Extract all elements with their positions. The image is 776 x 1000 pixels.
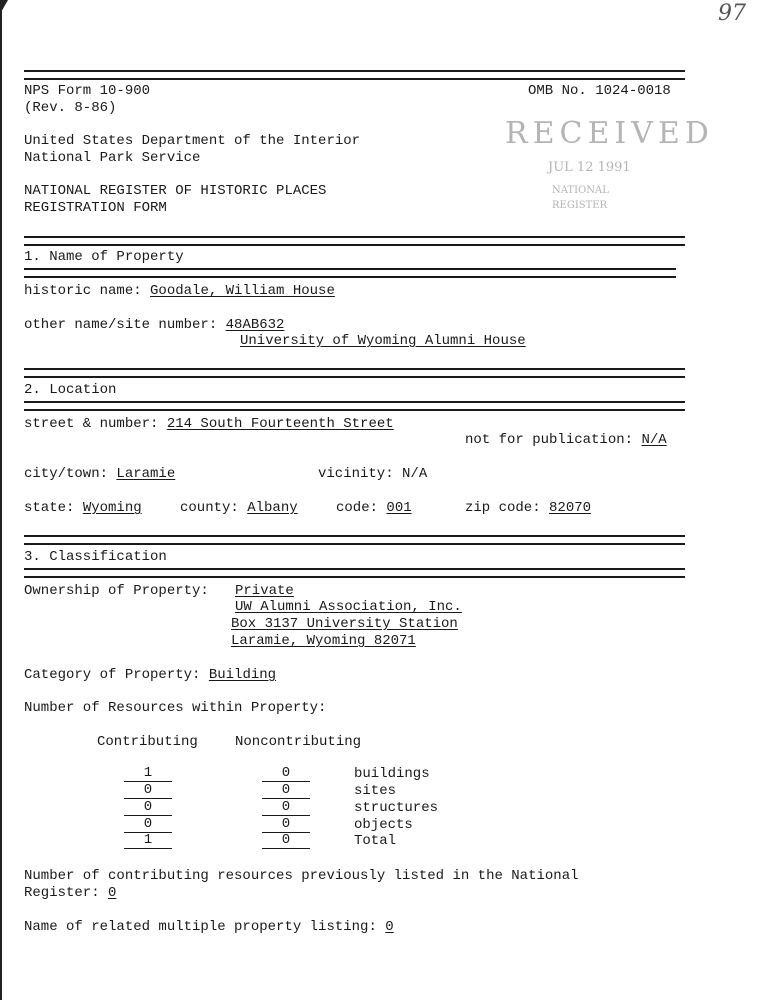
code-value: 001 [386,500,412,516]
double-rule [24,401,685,411]
omb-number: OMB No. 1024-0018 [528,83,671,99]
category-label: Category of Property: [24,667,201,683]
publication-label: not for publication: [465,432,634,448]
noncontributing-structures: 0 [262,800,310,816]
resource-type-sites: sites [354,783,397,799]
category-row [24,667,276,683]
ownership-value: Private [235,583,294,599]
multiple-listing-value: 0 [385,919,394,935]
city-value: Laramie [116,466,176,482]
site-number-value: 48AB632 [225,317,285,333]
contributing-sites: 0 [124,783,172,799]
owner-address-1: Box 3137 University Station [231,616,458,632]
noncontributing-objects: 0 [262,817,310,833]
department-name: United States Department of the Interior [24,133,361,149]
noncontributing-total: 0 [262,833,310,849]
other-name-value: University of Wyoming Alumni House [240,333,526,349]
street-value: 214 South Fourteenth Street [166,416,394,432]
code-row [336,500,412,516]
form-number: NPS Form 10-900 [24,83,151,99]
resources-heading: Number of Resources within Property: [24,700,327,716]
state-value: Wyoming [82,500,142,516]
state-label: state: [24,500,75,516]
handwritten-mark: 97 [718,1,746,26]
city-label: city/town: [24,466,109,482]
previously-listed-label: Number of contributing resources previously listed in the National [24,868,579,884]
street-row [24,416,394,432]
received-stamp-label-1: NATIONAL [552,185,609,196]
double-rule [24,535,685,545]
city-row [24,466,175,482]
county-label: county: [180,500,239,516]
previously-listed-row [24,885,116,901]
vicinity-label: vicinity: [318,466,394,482]
double-rule [24,568,685,578]
code-label: code: [336,500,379,516]
resource-type-objects: objects [354,817,413,833]
publication-row [465,432,667,448]
contributing-total: 1 [124,833,172,849]
category-value: Building [208,667,277,683]
zip-label: zip code: [465,500,541,516]
received-stamp-label-2: REGISTER [552,200,608,211]
zip-value: 82070 [549,500,592,516]
previously-listed-value: 0 [108,885,117,901]
vicinity-value: N/A [402,466,428,482]
street-label: street & number: [24,416,159,432]
form-revision: (Rev. 8-86) [24,100,117,116]
scan-edge [0,0,2,1000]
contributing-structures: 0 [124,800,172,816]
vicinity-row [318,466,427,482]
section-2-heading: 2. Location [24,382,117,398]
form-title-2: REGISTRATION FORM [24,200,167,216]
double-rule [24,236,685,246]
state-row [24,500,142,516]
agency-name: National Park Service [24,150,201,166]
received-stamp-date: JUL 12 1991 [548,160,631,175]
double-rule [24,368,685,378]
double-rule [24,268,676,278]
multiple-listing-label: Name of related multiple property listing: [24,919,377,935]
previously-listed-label-2: Register: [24,885,100,901]
contributing-buildings: 1 [124,766,172,782]
double-rule [24,70,685,80]
section-1-heading: 1. Name of Property [24,249,184,265]
other-name-label: other name/site number: [24,317,218,333]
contributing-objects: 0 [124,817,172,833]
resource-type-structures: structures [354,800,439,816]
noncontributing-sites: 0 [262,783,310,799]
multiple-listing-row [24,919,394,935]
owner-name: UW Alumni Association, Inc. [235,599,462,615]
owner-address-2: Laramie, Wyoming 82071 [231,633,416,649]
noncontributing-header: Noncontributing [235,734,362,750]
county-row [180,500,298,516]
publication-value: N/A [641,432,667,448]
historic-name-value: Goodale, William House [150,283,335,299]
resource-type-buildings: buildings [354,766,430,782]
scan-corner [0,0,8,14]
noncontributing-buildings: 0 [262,766,310,782]
county-value: Albany [247,500,298,516]
historic-name-label: historic name: [24,283,142,299]
contributing-header: Contributing [97,734,198,750]
section-3-heading: 3. Classification [24,549,167,565]
resource-type-total: Total [354,833,397,849]
historic-name-row [24,283,335,299]
ownership-label: Ownership of Property: [24,583,209,599]
received-stamp: RECEIVED [505,116,714,151]
zip-row [465,500,591,516]
other-name-row [24,317,284,333]
form-title-1: NATIONAL REGISTER OF HISTORIC PLACES [24,183,327,199]
